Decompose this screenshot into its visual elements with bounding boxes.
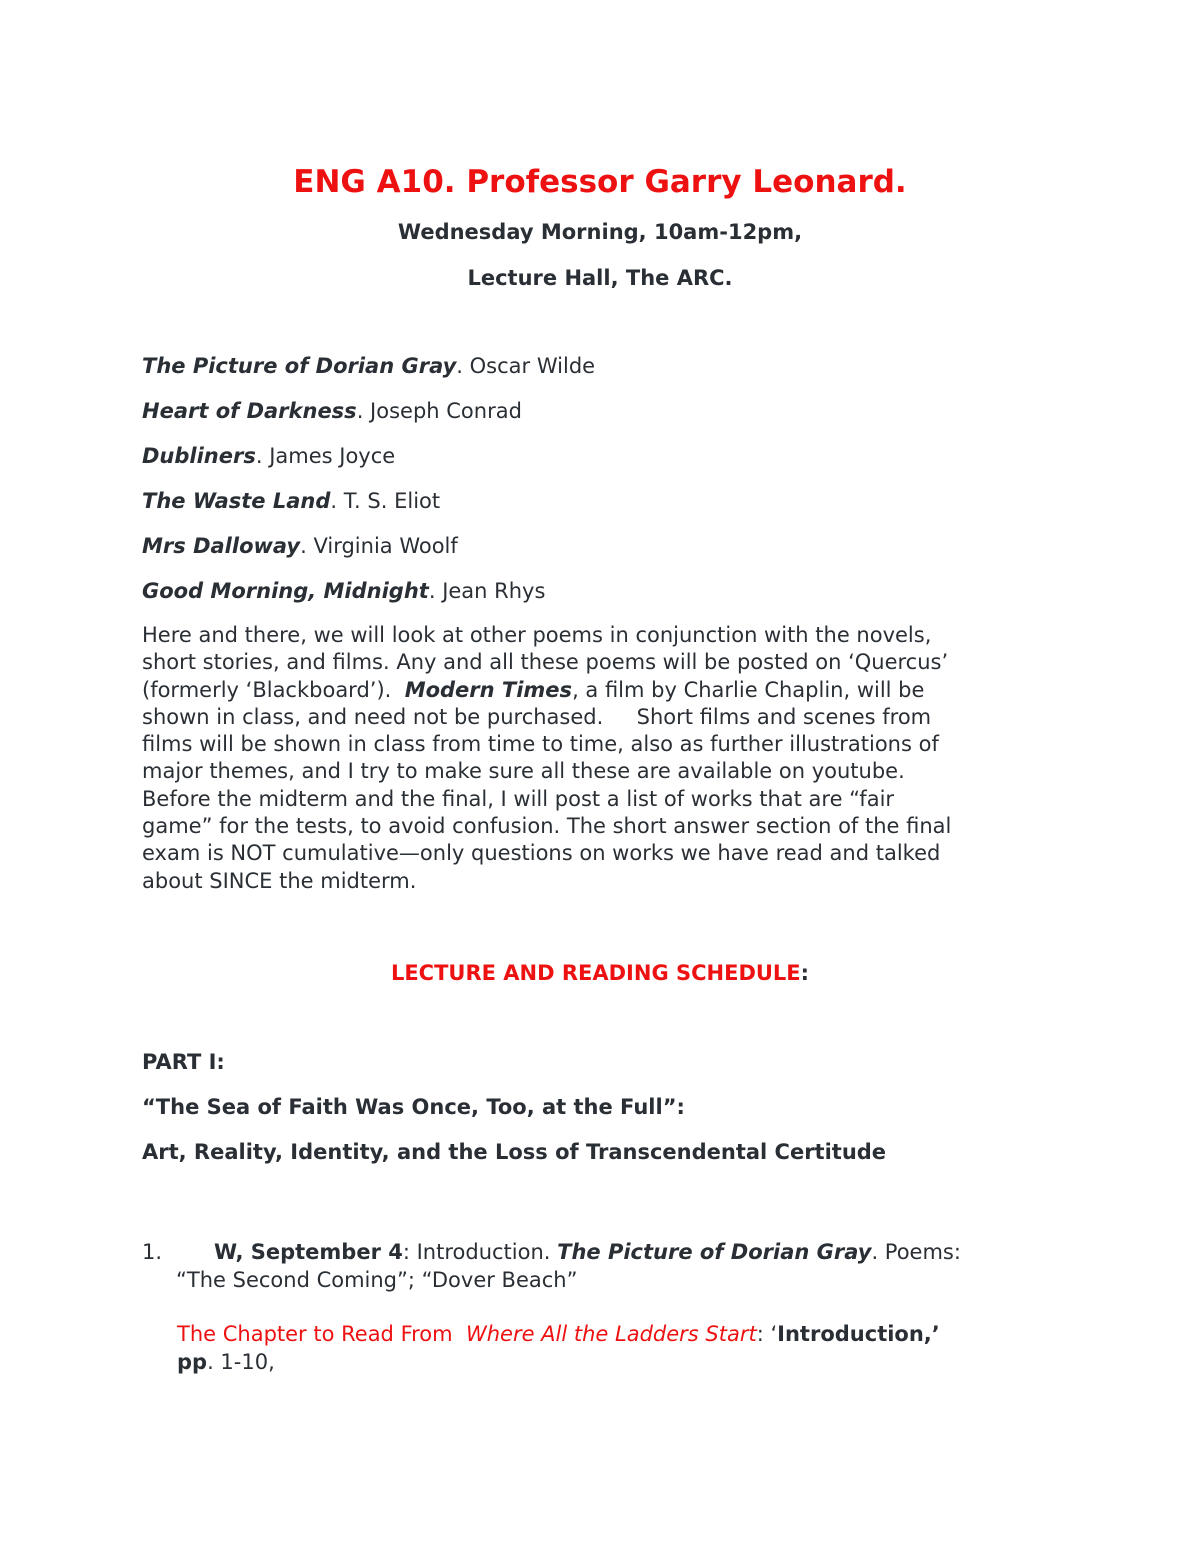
item-work: The Picture of Dorian Gray: [557, 1240, 872, 1264]
reading-list-item: [142, 441, 395, 471]
reading-author: . T. S. Eliot: [330, 489, 441, 513]
reading-list-item: [142, 351, 595, 381]
film-title: Modern Times: [404, 677, 573, 702]
reading-author: . Virginia Woolf: [300, 534, 458, 558]
paragraph-line: game” for the tests, to avoid confusion. The short answer section of the final: [142, 814, 952, 839]
part-subtitle: Art, Reality, Identity, and the Loss of Transcendental Certitude: [142, 1140, 887, 1164]
chapter-sep: : ‘: [756, 1322, 778, 1346]
reading-author: . Oscar Wilde: [456, 354, 596, 378]
chapter-label: The Chapter to Read From: [177, 1322, 466, 1346]
schedule-heading-colon: :: [800, 961, 810, 985]
item-content: [176, 1238, 961, 1294]
reading-list-item: [142, 396, 522, 426]
course-title: ENG A10. Professor Garry Leonard.: [293, 164, 907, 200]
chapter-line: [177, 1348, 940, 1376]
part-label: PART I:: [142, 1050, 225, 1074]
reading-title: Good Morning, Midnight: [142, 579, 429, 603]
paragraph-line: about SINCE the midterm.: [142, 868, 417, 893]
item-line: “The Second Coming”; “Dover Beach”: [176, 1268, 578, 1292]
reading-author: . Jean Rhys: [428, 579, 546, 603]
item-intro: : Introduction.: [402, 1240, 558, 1264]
paragraph-line: Before the midterm and the final, I will post a list of works that are “fair: [142, 786, 895, 811]
paragraph-line: exam is NOT cumulative—only questions on works we have read and talked: [142, 841, 941, 866]
reading-list-item: [142, 531, 458, 561]
reading-title: Dubliners: [142, 444, 256, 468]
paragraph-line: Here and there, we will look at other poems in conjunction with the novels,: [142, 623, 932, 647]
paragraph-line: [142, 677, 1072, 704]
part-quote: “The Sea of Faith Was Once, Too, at the Full”:: [142, 1095, 685, 1119]
item-number: 1.: [142, 1240, 163, 1264]
chapter-pp: pp: [177, 1350, 208, 1374]
reading-title: Heart of Darkness: [142, 399, 357, 423]
item-date: W, September 4: [214, 1240, 403, 1264]
chapter-note: [177, 1320, 940, 1376]
chapter-book: Where All the Ladders Start: [465, 1322, 757, 1346]
reading-list-item: [142, 486, 440, 516]
course-description-paragraph: [142, 622, 1072, 895]
paragraph-line: shown in class, and need not be purchased. Short films and scenes from: [142, 704, 932, 729]
chapter-line: [177, 1320, 940, 1348]
reading-title: Mrs Dalloway: [142, 534, 301, 558]
chapter-pages: . 1-10,: [207, 1350, 275, 1374]
item-line: [176, 1238, 961, 1266]
paragraph-text: , a film by Charlie Chaplin, will be: [572, 677, 925, 702]
paragraph-line: films will be shown in class from time to time, also as further illustrations of: [142, 732, 939, 757]
course-time: Wednesday Morning, 10am-12pm,: [397, 220, 803, 244]
reading-author: . James Joyce: [255, 444, 396, 468]
paragraph-text: (formerly ‘Blackboard’).: [142, 677, 405, 702]
item-poems: . Poems:: [871, 1240, 961, 1264]
schedule-heading: [0, 958, 1200, 988]
paragraph-line: major themes, and I try to make sure all these are available on youtube.: [142, 759, 905, 784]
reading-list-item: [142, 576, 545, 606]
course-location: Lecture Hall, The ARC.: [467, 266, 733, 290]
schedule-heading-text: LECTURE AND READING SCHEDULE: [390, 961, 801, 985]
reading-title: The Waste Land: [142, 489, 331, 513]
reading-author: . Joseph Conrad: [356, 399, 522, 423]
paragraph-line: short stories, and films. Any and all these poems will be posted on ‘Quercus’: [142, 650, 949, 675]
chapter-title: Introduction,’: [777, 1322, 940, 1346]
reading-title: The Picture of Dorian Gray: [142, 354, 457, 378]
